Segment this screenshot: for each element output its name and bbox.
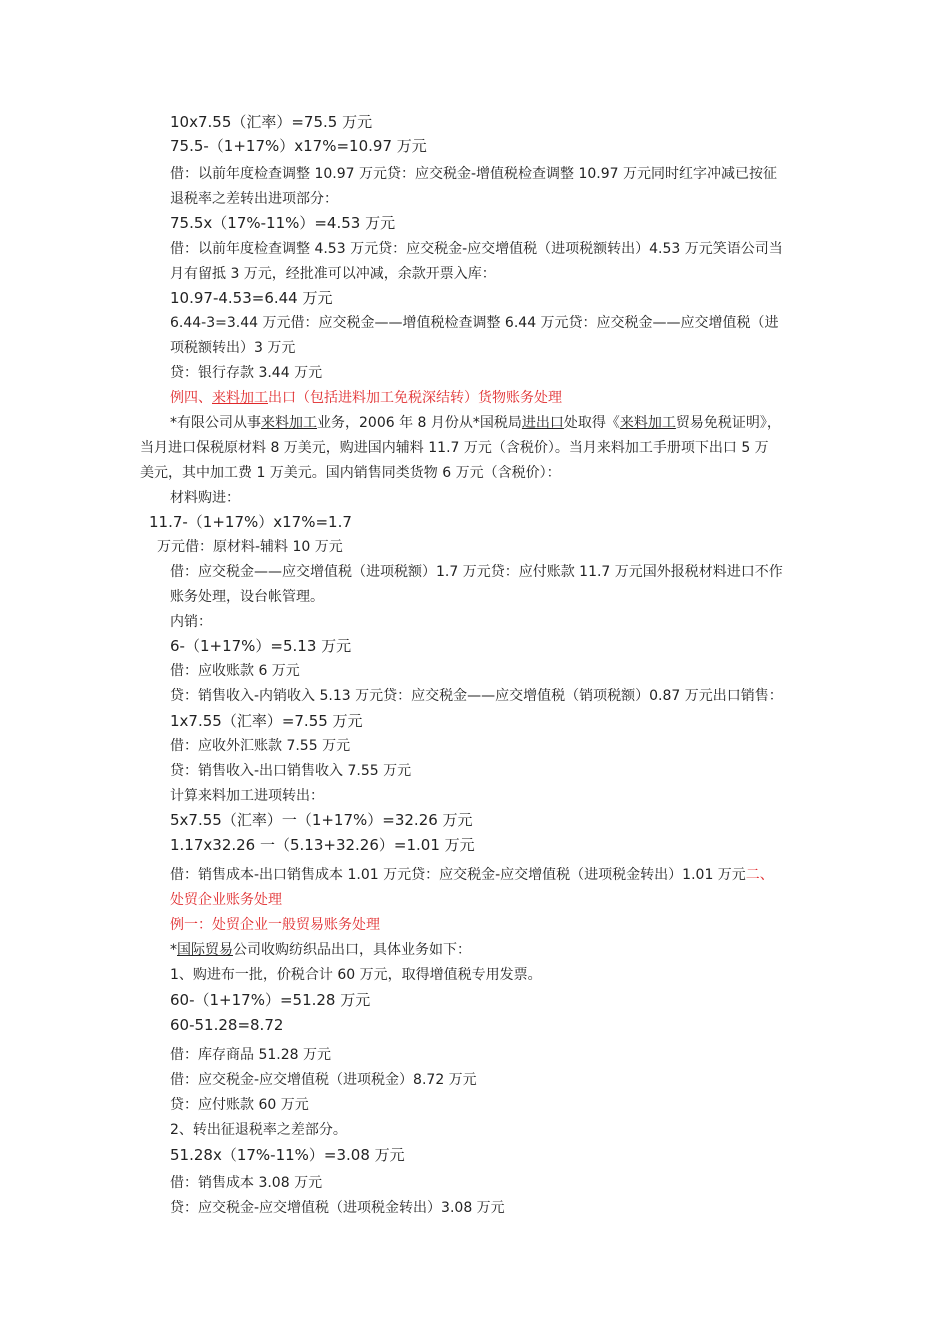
journal-line: 借：以前年度检查调整 10.97 万元贷：应交税金-增值税检查调整 10.97 万元同时红字冲减已按征 [170, 166, 778, 182]
calc-line: 1.17x32.26 一（5.13+32.26）=1.01 万元 [170, 836, 475, 854]
text-line: 计算来料加工进项转出： [170, 788, 324, 804]
calc-line: 6-（1+17%）=5.13 万元 [170, 637, 352, 655]
text-line: 退税率之差转出进项部分： [170, 191, 338, 207]
calc-line: 75.5-（1+17%）x17%=10.97 万元 [170, 137, 427, 155]
journal-line: 借：应收账款 6 万元 [170, 663, 300, 679]
section-number: 二、 [745, 867, 774, 883]
calc-line: 10.97-4.53=6.44 万元 [170, 289, 333, 307]
text-span: 借：销售成本-出口销售成本 1.01 万元贷：应交税金-应交增值税（进项税金转出）1.01 万元 [170, 867, 746, 883]
text-span: *有限公司从事 [170, 415, 261, 431]
journal-line: 贷：应交税金-应交增值税（进项税金转出）3.08 万元 [170, 1200, 505, 1216]
link-processing[interactable]: 来料加工 [212, 390, 268, 406]
paragraph-line: 美元，其中加工费 1 万美元。国内销售同类货物 6 万元（含税价）： [140, 465, 561, 481]
text-span: 处取得《 [563, 415, 620, 431]
journal-line: 贷：销售收入-出口销售收入 7.55 万元 [170, 763, 412, 779]
text-line: 月有留抵 3 万元，经批准可以冲减，余款开票入库： [170, 266, 496, 282]
journal-line: 万元借：原材料-辅料 10 万元 [157, 539, 343, 555]
calc-line: 60-51.28=8.72 [170, 1016, 284, 1034]
section-heading-example1: 例一：处贸企业一般贸易账务处理 [170, 917, 380, 933]
journal-line: 借：销售成本 3.08 万元 [170, 1175, 323, 1191]
link-processing[interactable]: 来料加工 [619, 415, 676, 431]
journal-line: 6.44-3=3.44 万元借：应交税金——增值税检查调整 6.44 万元贷：应交税金——应交增值税（进 [170, 315, 779, 331]
journal-line [170, 865, 774, 885]
journal-line: 借：库存商品 51.28 万元 [170, 1047, 331, 1063]
journal-line: 贷：销售收入-内销收入 5.13 万元贷：应交税金——应交增值税（销项税额）0.87 万元出口销售： [170, 688, 783, 704]
heading-text: 例四、 [170, 390, 212, 406]
journal-line: 借：应交税金——应交增值税（进项税额）1.7 万元贷：应付账款 11.7 万元国外报税材料进口不作 [170, 564, 783, 580]
journal-line: 借：应交税金-应交增值税（进项税金）8.72 万元 [170, 1072, 477, 1088]
paragraph-line [170, 413, 781, 433]
text-span: 业务，2006 年 8 月份从*国税局 [317, 415, 522, 431]
text-span: * [170, 942, 177, 958]
step-line: 2、转出征退税率之差部分。 [170, 1122, 347, 1138]
text-line: 内销： [170, 614, 212, 630]
calc-line: 51.28x（17%-11%）=3.08 万元 [170, 1146, 405, 1164]
journal-line: 贷：银行存款 3.44 万元 [170, 365, 323, 381]
journal-line: 贷：应付账款 60 万元 [170, 1097, 309, 1113]
paragraph-line [170, 940, 471, 960]
link-import-export[interactable]: 进出口 [521, 415, 564, 431]
link-processing[interactable]: 来料加工 [261, 415, 317, 431]
journal-line: 借：以前年度检查调整 4.53 万元贷：应交税金-应交增值税（进项税额转出）4.53 万元笑语公司当 [170, 241, 783, 257]
text-span: 公司收购纺织品出口，具体业务如下： [233, 942, 471, 958]
heading-text: 出口（包括进料加工免税深结转）货物账务处理 [268, 390, 562, 406]
calc-line: 11.7-（1+17%）x17%=1.7 [149, 513, 352, 531]
calc-line: 60-（1+17%）=51.28 万元 [170, 991, 371, 1009]
journal-line: 借：应收外汇账款 7.55 万元 [170, 738, 351, 754]
calc-line: 1x7.55（汇率）=7.55 万元 [170, 712, 363, 730]
section-heading-example4 [170, 388, 562, 408]
calc-line: 5x7.55（汇率）一（1+17%）=32.26 万元 [170, 811, 473, 829]
text-span: 贸易免税证明》， [675, 415, 781, 431]
calc-line: 75.5x（17%-11%）=4.53 万元 [170, 214, 396, 232]
section-heading-trade: 处贸企业账务处理 [170, 892, 282, 908]
link-international-trade[interactable]: 国际贸易 [177, 942, 233, 958]
paragraph-line: 当月进口保税原材料 8 万美元，购进国内辅料 11.7 万元（含税价）。当月来料加工手册项下出口 5 万 [140, 440, 769, 456]
text-line: 材料购进： [170, 490, 240, 506]
step-line: 1、购进布一批，价税合计 60 万元，取得增值税专用发票。 [170, 967, 542, 983]
text-line: 项税额转出）3 万元 [170, 340, 296, 356]
text-line: 账务处理，设台帐管理。 [170, 589, 324, 605]
calc-line: 10x7.55（汇率）=75.5 万元 [170, 113, 373, 131]
